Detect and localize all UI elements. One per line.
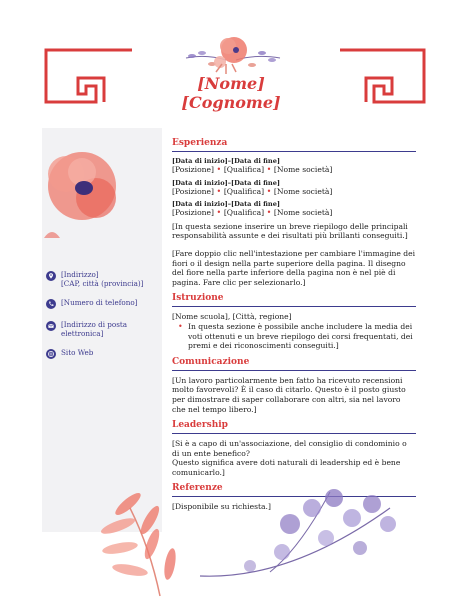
leadership-text-1[interactable]: [Si è a capo di un'associazione, del consiglio di condominio o di un ente benefico? [172, 439, 407, 458]
job-entry[interactable]: [Data di inizio]–[Data di fine] [Posizione] • [Qualifica] • [Nome società] [172, 179, 416, 197]
location-pin-icon [46, 271, 56, 281]
contact-phone[interactable] [46, 298, 156, 309]
website-icon [46, 349, 56, 359]
experience-summary[interactable]: [In questa sezione inserire un breve riepilogo delle principali responsabilità assunte e dei risultati più brillanti conseguiti.] [172, 221, 408, 241]
address-line2: [CAP, città (provincia)] [61, 279, 144, 288]
job-entry[interactable]: [Data di inizio]–[Data di fine] [Posizione] • [Qualifica] • [Nome società] [172, 157, 416, 175]
education-school[interactable]: [Nome scuola], [Città, regione] [172, 312, 292, 322]
sidebar-flower-icon [42, 142, 122, 242]
job-position: [Posizione] [172, 186, 215, 196]
job-position: [Posizione] [172, 208, 215, 218]
references-text[interactable]: [Disponibile su richiesta.] [172, 502, 271, 512]
left-meander-frame [36, 42, 134, 108]
email-icon [46, 321, 56, 331]
first-name[interactable]: [Nome] [197, 74, 265, 93]
leadership-text-2[interactable]: Questo significa avere doti naturali di leadership ed è bene comunicarlo.] [172, 458, 401, 477]
address-line1: [Indirizzo] [61, 270, 99, 279]
experience-title: Esperienza [172, 138, 416, 152]
email-line1: [Indirizzo di posta [61, 320, 128, 329]
job-dates: [Data di inizio]–[Data di fine] [172, 178, 281, 187]
education-bullet-text: In questa sezione è possibile anche includere la media dei voti ottenuti e un breve riepilogo dei corsi frequentati, dei premi e dei riconoscimenti conseguiti.] [188, 321, 413, 351]
bottom-flower-icon [90, 468, 410, 600]
website-text: Sito Web [61, 348, 94, 357]
job-company: [Nome società] [273, 165, 333, 174]
email-line2: elettronica] [61, 329, 104, 338]
phone-icon [46, 299, 56, 309]
job-role: [Qualifica] [223, 186, 265, 196]
job-entry[interactable]: [Data di inizio]–[Data di fine] [Posizione] • [Qualifica] • [Nome società] [172, 200, 416, 218]
leadership-title: Leadership [172, 420, 416, 434]
phone-text: [Numero di telefono] [61, 298, 138, 307]
education-bullet[interactable]: • In questa sezione è possibile anche includere la media dei voti ottenuti e un breve riepilogo dei corsi frequentati, dei premi e dei riconoscimenti conseguiti.] [172, 322, 416, 351]
education-title: Istruzione [172, 293, 416, 307]
communication-text[interactable]: [Un lavoro particolarmente ben fatto ha ricevuto recensioni molto favorevoli? È il caso di citarlo. Questo è il posto giusto per dimostrare di saper collaborare con altri, sia nel lavoro che nel tempo libero.] [172, 375, 406, 414]
last-name[interactable]: [Cognome] [181, 93, 281, 112]
contact-address[interactable] [46, 270, 156, 288]
job-company: [Nome società] [273, 186, 333, 196]
job-company: [Nome società] [273, 208, 333, 218]
references-title: Referenze [172, 483, 416, 497]
job-position: [Posizione] [172, 165, 215, 174]
communication-title: Comunicazione [172, 357, 416, 371]
right-meander-frame [338, 42, 428, 108]
job-dates: [Data di inizio]–[Data di fine] [172, 157, 281, 165]
experience-tip[interactable]: [Fare doppio clic nell'intestazione per cambiare l'immagine dei fiori o il design nella parte superiore della pagina. Il disegno del fiore nella parte inferiore della pagina non è nel piè di pagina. Fare clic per selezionarlo.] [172, 248, 416, 287]
contact-email[interactable] [46, 320, 156, 338]
job-role: [Qualifica] [223, 208, 265, 218]
job-dates: [Data di inizio]–[Data di fine] [172, 200, 281, 209]
name-block [150, 74, 312, 112]
contact-website[interactable] [46, 348, 156, 359]
job-role: [Qualifica] [223, 165, 265, 174]
